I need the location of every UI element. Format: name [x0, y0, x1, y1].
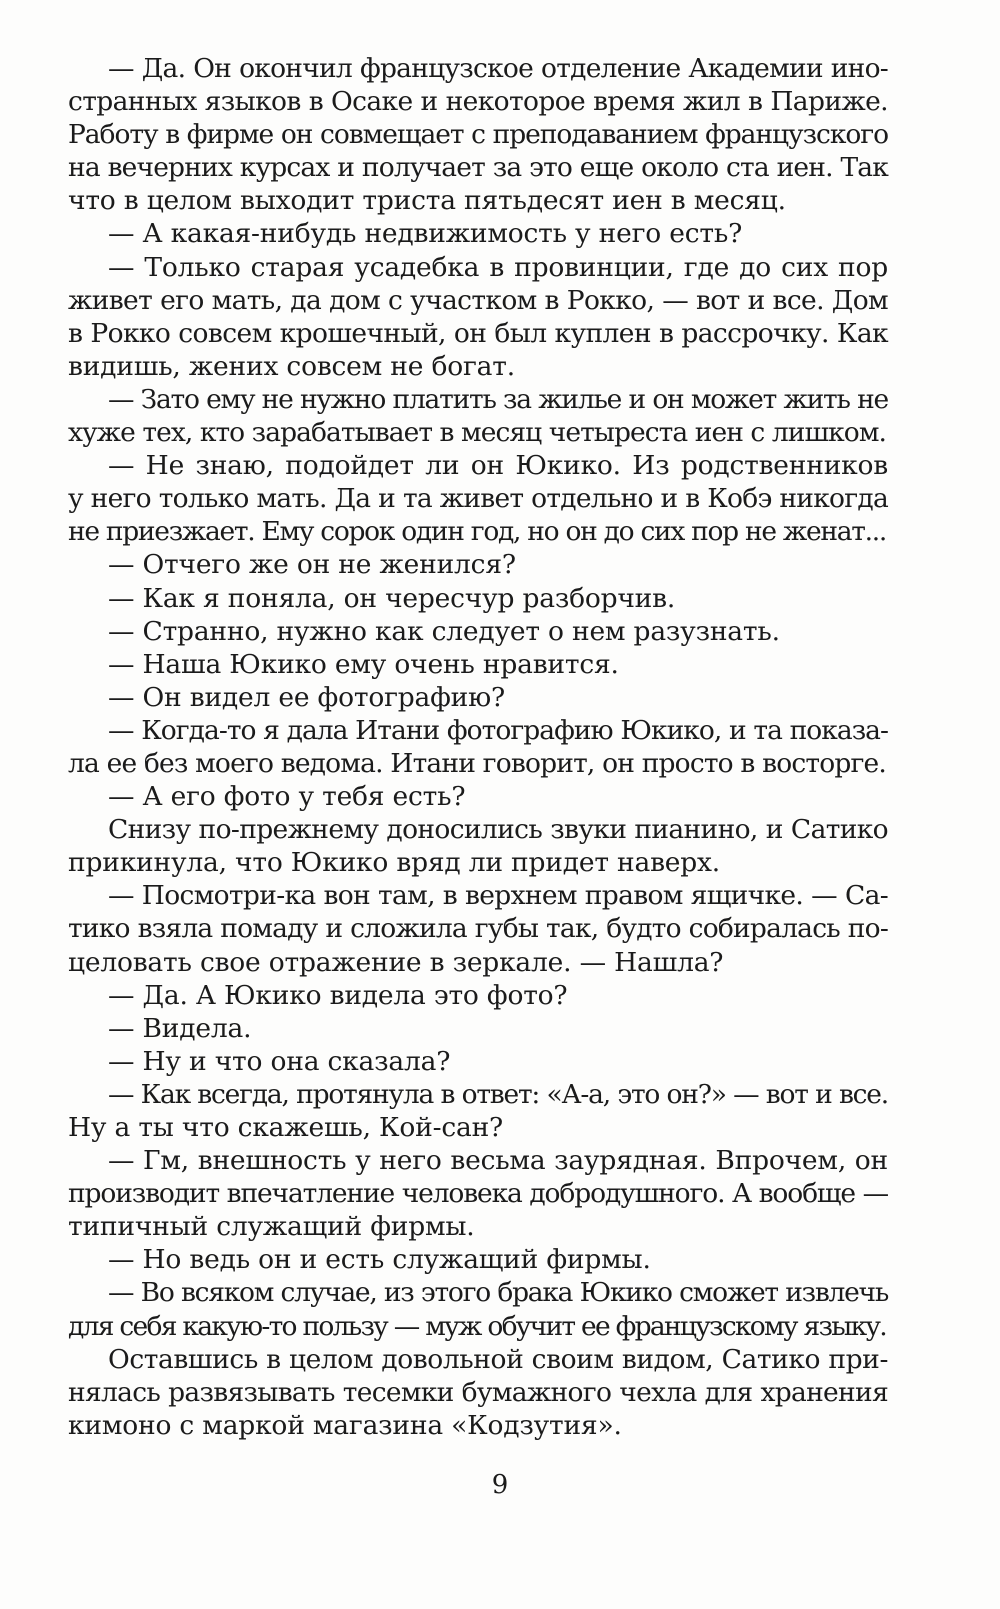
text-line: хуже тех, кто зарабатывает в месяц четыреста иен с лишком.: [68, 417, 886, 449]
text-line: — Когда-то я дала Итани фотографию Юкико, и та показа-: [108, 714, 888, 746]
text-line: Работу в фирме он совмещает с преподаванием французского: [68, 119, 888, 151]
text-line: Ну а ты что скажешь, Кой-сан?: [68, 1112, 504, 1143]
text-line: — Странно, нужно как следует о нем разузнать.: [108, 615, 780, 647]
text-line: целовать свое отражение в зеркале. — Нашла?: [68, 946, 724, 978]
body-text: [68, 52, 888, 1442]
text-line: — Во всяком случае, из этого брака Юкико сможет извлечь: [108, 1277, 888, 1309]
text-line: — Только старая усадебка в провинции, где до сих пор: [108, 251, 888, 283]
text-line: — Отчего же он не женился?: [108, 549, 516, 581]
text-line: видишь, жених совсем не богат.: [68, 350, 515, 382]
text-line: на вечерних курсах и получает за это еще около ста иен. Так: [68, 152, 888, 184]
text-line: тико взяла помаду и сложила губы так, будто собиралась по-: [68, 913, 888, 945]
text-line: странных языков в Осаке и некоторое время жил в Париже.: [68, 86, 888, 118]
text-line: у него только мать. Да и та живет отдельно и в Кобэ никогда: [68, 483, 888, 515]
text-line: — Видела.: [108, 1012, 252, 1044]
text-line: ла ее без моего ведома. Итани говорит, он просто в восторге.: [68, 747, 886, 779]
text-line: — А его фото у тебя есть?: [108, 781, 466, 813]
text-line: не приезжает. Ему сорок один год, но он до сих пор не женат...: [68, 516, 886, 548]
text-line: — Как я поняла, он чересчур разборчив.: [108, 582, 676, 614]
text-line: — Посмотри-ка вон там, в верхнем правом ящичке. — Са-: [108, 880, 888, 912]
text-line: прикинула, что Юкико вряд ли придет наверх.: [68, 847, 721, 879]
text-line: живет его мать, да дом с участком в Рокко, — вот и все. Дом: [68, 284, 888, 316]
text-line: кимоно с маркой магазина «Кодзутия».: [68, 1409, 622, 1441]
page-number: 9: [491, 1470, 509, 1500]
text-line: — А какая-нибудь недвижимость у него есть?: [108, 218, 743, 250]
text-line: для себя какую-то пользу — муж обучит ее французскому языку.: [68, 1310, 886, 1342]
text-line: — Гм, внешность у него весьма заурядная. Впрочем, он: [108, 1145, 888, 1177]
text-line: что в целом выходит триста пятьдесят иен в месяц.: [68, 185, 786, 217]
text-line: нялась развязывать тесемки бумажного чехла для хранения: [68, 1376, 888, 1408]
text-line: — Как всегда, протянула в ответ: «А-а, это он?» — вот и все.: [108, 1078, 888, 1110]
text-line: Оставшись в целом довольной своим видом, Сатико при-: [108, 1343, 888, 1375]
text-line: в Рокко совсем крошечный, он был куплен в рассрочку. Как: [68, 317, 888, 349]
text-line: — Он видел ее фотографию?: [108, 681, 506, 713]
text-line: — Да. А Юкико видела это фото?: [108, 979, 568, 1011]
text-line: — Но ведь он и есть служащий фирмы.: [108, 1244, 651, 1276]
text-line: Снизу по-прежнему доносились звуки пианино, и Сатико: [108, 814, 888, 846]
text-line: — Зато ему не нужно платить за жилье и он может жить не: [108, 383, 888, 415]
text-line: типичный служащий фирмы.: [68, 1211, 475, 1243]
text-line: — Наша Юкико ему очень нравится.: [108, 648, 619, 680]
text-line: — Да. Он окончил французское отделение Академии ино-: [108, 53, 888, 84]
text-line: — Не знаю, подойдет ли он Юкико. Из родственников: [108, 450, 888, 482]
text-line: производит впечатление человека добродушного. А вообще —: [68, 1178, 888, 1210]
text-line: — Ну и что она сказала?: [108, 1045, 451, 1077]
